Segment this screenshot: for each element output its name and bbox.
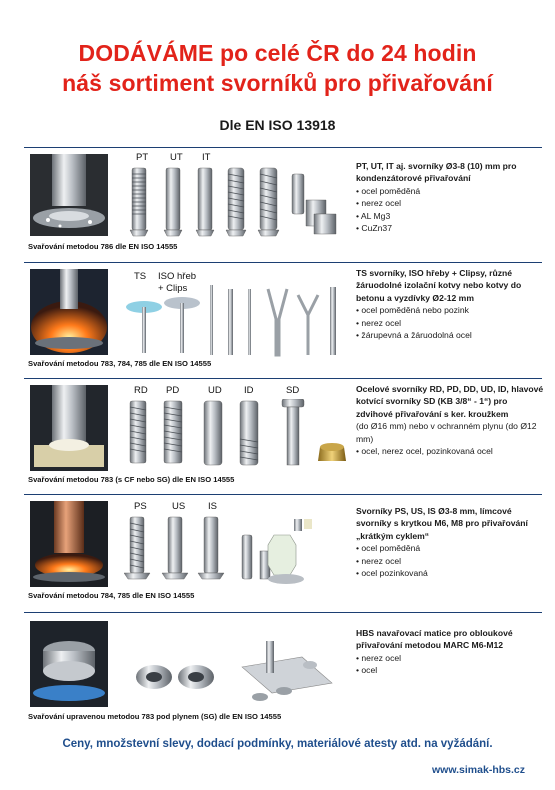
section-hbs-nuts <box>24 612 542 731</box>
section-rd-pd-ud <box>24 378 542 491</box>
product-label-rd: RD <box>134 385 148 396</box>
material-list <box>356 304 544 341</box>
material-list <box>356 185 544 235</box>
description-extra: (do Ø16 mm) nebo v ochranném plynu (do Ø12 mm) <box>356 421 537 444</box>
drawn-arc-studs-image <box>124 399 350 469</box>
standard-label: Dle EN ISO 13918 <box>219 117 336 133</box>
list-item: • CuZn37 <box>356 222 544 234</box>
product-label-clips: + Clips <box>158 283 188 294</box>
footer-note: Ceny, množstevní slevy, dodací podmínky, materiálové atesty atd. na vyžádání. <box>62 738 493 750</box>
welding-photo <box>30 269 108 355</box>
welding-photo <box>30 385 108 471</box>
welding-photo <box>30 501 108 587</box>
method-label: Svařování metodou 783 (s CF nebo SG) dle EN ISO 14555 <box>28 475 235 484</box>
short-cycle-studs-image <box>124 515 350 589</box>
product-label-ud: UD <box>208 385 222 396</box>
website-link[interactable]: www.simak-hbs.cz <box>432 764 525 776</box>
product-label-ut: UT <box>170 152 183 163</box>
section-ts-iso <box>24 262 542 375</box>
list-item: • nerez ocel <box>356 317 544 329</box>
list-item: • AL Mg3 <box>356 210 544 222</box>
section-description <box>356 160 544 234</box>
description-title: Svorníky PS, US, IS Ø3-8 mm, límcové svorníky s krytkou M6, M8 pro přivařování „krátkým cyklem“ <box>356 506 528 541</box>
welding-photo <box>30 154 108 236</box>
product-label-is: IS <box>208 501 217 512</box>
method-label: Svařování metodou 783, 784, 785 dle EN ISO 14555 <box>28 359 212 368</box>
stud-products-image <box>128 164 350 240</box>
section-description <box>356 627 544 677</box>
headline-delivery: DODÁVÁME po celé ČR do 24 hodin <box>78 40 477 66</box>
description-title: PT, UT, IT aj. svorníky Ø3-8 (10) mm pro kondenzátorové přivařování <box>356 161 517 184</box>
welding-photo <box>30 621 108 707</box>
list-item: • žárupevná a žáruodolná ocel <box>356 329 544 341</box>
list-item: • ocel pozinkovaná <box>356 567 544 579</box>
product-label-ts: TS <box>134 271 147 282</box>
product-label-us: US <box>172 501 186 512</box>
product-label-sd: SD <box>286 385 300 396</box>
description-title: Ocelové svorníky RD, PD, DD, UD, ID, hlavové kotvící svorníky SD (KB 3/8“ - 1“) pro zdvihové přivařování s ker. kroužkem <box>356 384 544 419</box>
section-pt-ut-it <box>24 147 542 258</box>
description-title: HBS navařovací matice pro obloukové přivařování metodou MARC M6-M12 <box>356 628 513 651</box>
product-label-iso-nail: ISO hřeb <box>158 271 197 282</box>
method-label: Svařování upravenou metodou 783 pod plynem (SG) dle EN ISO 14555 <box>28 712 282 721</box>
insulation-pins-image <box>122 285 352 357</box>
headline-assortment: náš sortiment svorníků pro přivařování <box>62 70 493 96</box>
list-item: • ocel poměděná <box>356 542 544 554</box>
method-label: Svařování metodou 784, 785 dle EN ISO 14555 <box>28 591 195 600</box>
description-title: TS svorníky, ISO hřeby + Clipsy, různé žáruodolné izolační kotvy nebo kotvy do betonu a vyzdívky Ø2-12 mm <box>356 268 522 303</box>
weld-nuts-image <box>134 637 354 709</box>
list-item: • nerez ocel <box>356 197 544 209</box>
product-label-pt: PT <box>136 152 149 163</box>
material-list <box>356 445 544 457</box>
list-item: • ocel, nerez ocel, pozinkovaná ocel <box>356 445 544 457</box>
product-label-pd: PD <box>166 385 180 396</box>
list-item: • nerez ocel <box>356 555 544 567</box>
list-item: • ocel <box>356 664 544 676</box>
material-list <box>356 652 544 677</box>
list-item: • nerez ocel <box>356 652 544 664</box>
section-description <box>356 383 544 457</box>
product-label-it: IT <box>202 152 211 163</box>
material-list <box>356 542 544 579</box>
section-ps-us-is <box>24 494 542 607</box>
product-label-id: ID <box>244 385 254 396</box>
list-item: • ocel poměděná <box>356 185 544 197</box>
section-description <box>356 505 544 579</box>
method-label: Svařování metodou 786 dle EN ISO 14555 <box>28 242 178 251</box>
section-description <box>356 267 544 341</box>
product-label-ps: PS <box>134 501 147 512</box>
list-item: • ocel poměděná nebo pozink <box>356 304 544 316</box>
